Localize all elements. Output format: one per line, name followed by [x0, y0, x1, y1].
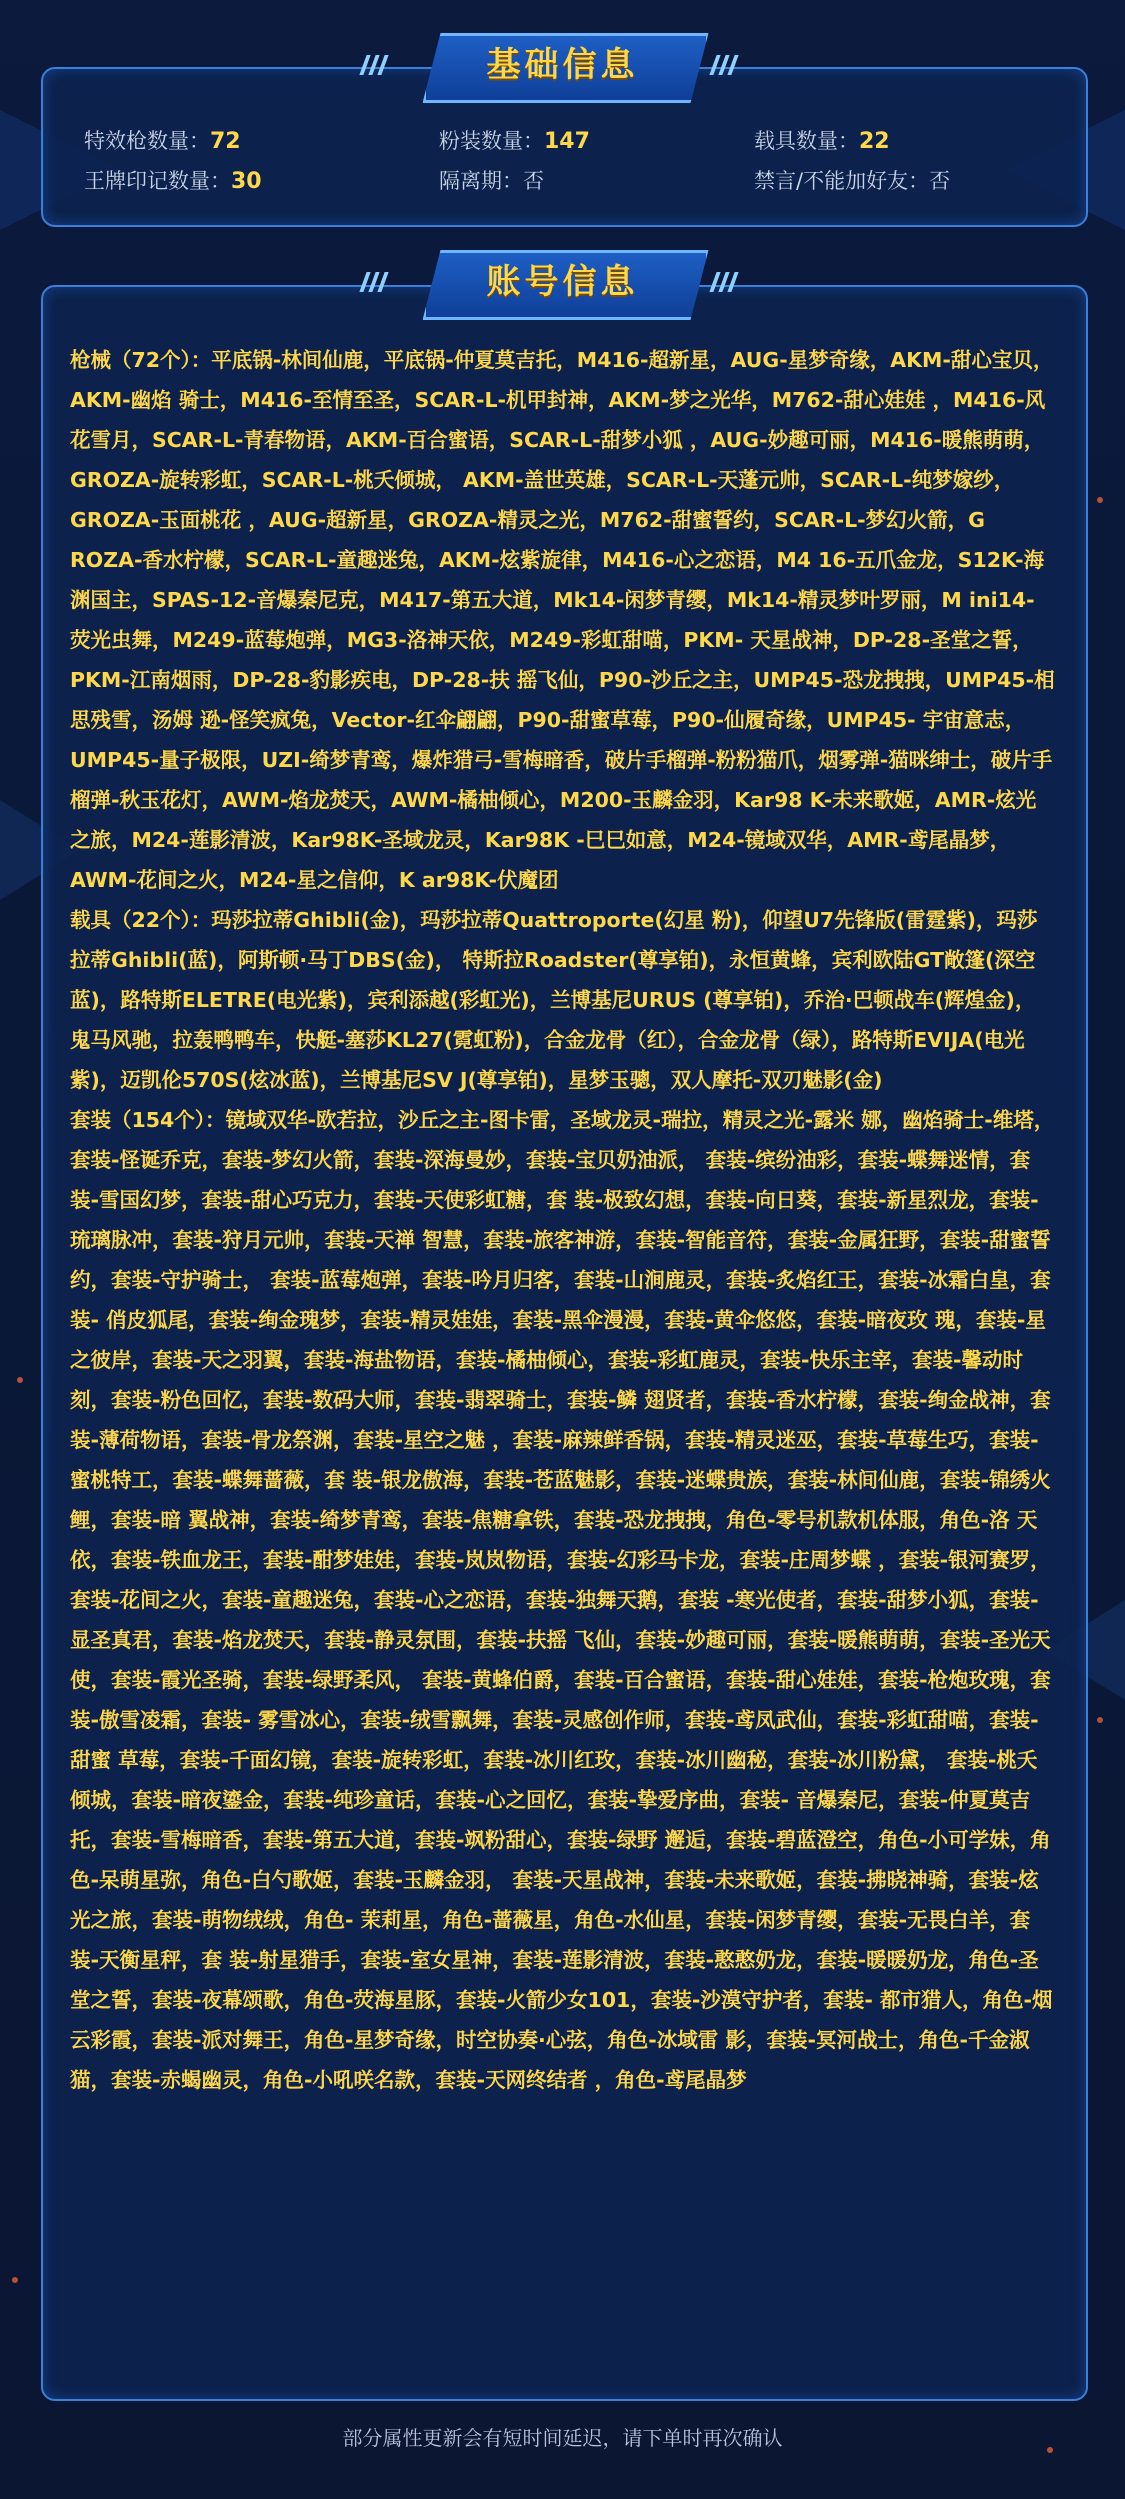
title-left-bars [363, 272, 413, 292]
title-right-bars [713, 272, 763, 292]
stat-muted: 禁言/不能加好友：否 [754, 169, 951, 193]
account-info-title-banner [353, 250, 773, 320]
gun-list: 枪械（72个）：平底锅-林间仙鹿，平底锅-仲夏莫吉托，M416-超新星，AUG-星梦奇缘，AKM-甜心宝贝，AKM-幽焰 骑士，M416-至情至圣，SCAR-L-机甲封神，AKM-梦之光华，M762-甜心娃娃 ，M416-风花雪月，SCAR-L-青春物语，AKM-百合蜜语，SCAR-L-甜梦小狐 ，AUG-妙趣可丽，M416-暖熊萌萌，GROZA-旋转彩虹，SCAR-L-桃夭倾城， AKM-盖世英雄，SCAR-L-天蓬元帅，SCAR-L-纯梦嫁纱，GROZA-玉面桃花 ，AUG-超新星，GROZA-精灵之光，M762-甜蜜誓约，SCAR-L-梦幻火箭，G ROZA-香水柠檬，SCAR-L-童趣迷兔，AKM-炫紫旋律，M416-心之恋语，M4 16-五爪金龙，S12K-海渊国主，SPAS-12-音爆秦尼克，M417-第五大道，Mk14-闲梦青缨，Mk14-精灵梦叶罗丽，M ini14-荧光虫舞，M249-蓝莓炮弹，MG3-洛神天依，M249-彩虹甜喵，PKM- 天星战神，DP-28-圣堂之誓，PKM-江南烟雨，DP-28-豹影疾电，DP-28-扶 摇飞仙，P90-沙丘之主，UMP45-恐龙拽拽，UMP45-相思残雪，汤姆 逊-怪笑疯兔，Vector-红伞翩翩，P90-甜蜜草莓，P90-仙履奇缘，UMP45- 宇宙意志，UMP45-量子极限，UZI-绮梦青鸾，爆炸猎弓-雪梅暗香，破片手榴弹-粉粉猫爪，烟雾弹-猫咪绅士，破片手 榴弹-秋玉花灯，AWM-焰龙焚天，AWM-橘柚倾心，M200-玉麟金羽，Kar98 K-未来歌姬，AMR-炫光之旅，M24-莲影清波，Kar98K-圣域龙灵，Kar98K -巳巳如意，M24-镜域双华，AMR-鸢尾晶梦，AWM-花间之火，M24-星之信仰，K ar98K-伏魔团 [70, 348, 1055, 892]
basic-info-title: 基础信息 [486, 45, 639, 85]
footer-note: 部分属性更新会有短时间延迟，请下单时再次确认 [342, 2426, 783, 2450]
title-right-bars [713, 55, 763, 75]
outfit-list: 套装（154个）：镜域双华-欧若拉，沙丘之主-图卡雷，圣域龙灵-瑞拉，精灵之光-露米 娜，幽焰骑士-维塔，套装-怪诞乔克，套装-梦幻火箭，套装-深海曼妙，套装-宝贝奶油派， 套装-缤纷油彩，套装-蝶舞迷情，套装-雪国幻梦，套装-甜心巧克力，套装-天使彩虹糖，套 装-极致幻想，套装-向日葵，套装-新星烈龙，套装-琉璃脉冲，套装-狩月元帅，套装-天禅 智慧，套装-旅客神游，套装-智能音符，套装-金属狂野，套装-甜蜜誓约，套装-守护骑士， 套装-蓝莓炮弹，套装-吟月归客，套装-山涧鹿灵，套装-炙焰红王，套装-冰霜白皇，套装- 俏皮狐尾，套装-绚金瑰梦，套装-精灵娃娃，套装-黑伞漫漫，套装-黄伞悠悠，套装-暗夜玫 瑰，套装-星之彼岸，套装-天之羽翼，套装-海盐物语，套装-橘柚倾心，套装-彩虹鹿灵，套装-快乐主宰，套装-馨动时刻，套装-粉色回忆，套装-数码大师，套装-翡翠骑士，套装-鳞 翅贤者，套装-香水柠檬，套装-绚金战神，套装-薄荷物语，套装-骨龙祭渊，套装-星空之魅 ，套装-麻辣鲜香锅，套装-精灵迷巫，套装-草莓生巧，套装-蜜桃特工，套装-蝶舞蔷薇，套 装-银龙傲海，套装-苍蓝魅影，套装-迷蝶贵族，套装-林间仙鹿，套装-锦绣火鲤，套装-暗 翼战神，套装-绮梦青鸾，套装-焦糖拿铁，套装-恐龙拽拽，角色-零号机款机体服，角色-洛 天依，套装-铁血龙王，套装-酣梦娃娃，套装-岚岚物语，套装-幻彩马卡龙，套装-庄周梦蝶 ，套装-银河赛罗，套装-花间之火，套装-童趣迷兔，套装-心之恋语，套装-独舞天鹅，套装 -寒光使者，套装-甜梦小狐，套装-显圣真君，套装-焰龙焚天，套装-静灵氛围，套装-扶摇 飞仙，套装-妙趣可丽，套装-暖熊萌萌，套装-圣光天使，套装-霞光圣骑，套装-绿野柔风， 套装-黄蜂伯爵，套装-百合蜜语，套装-甜心娃娃，套装-枪炮玫瑰，套装-傲雪凌霜，套装- 雾雪冰心，套装-绒雪飘舞，套装-灵感创作师，套装-鸢凤武仙，套装-彩虹甜喵，套装-甜蜜 草莓，套装-千面幻镜，套装-旋转彩虹，套装-冰川红玫，套装-冰川幽秘，套装-冰川粉黛， 套装-桃夭倾城，套装-暗夜鎏金，套装-纯珍童话，套装-心之回忆，套装-挚爱序曲，套装- 音爆秦尼，套装-仲夏莫吉托，套装-雪梅暗香，套装-第五大道，套装-飒粉甜心，套装-绿野 邂逅，套装-碧蓝澄空，角色-小可学妹，角色-呆萌星弥，角色-白勺歌姬，套装-玉麟金羽， 套装-天星战神，套装-未来歌姬，套装-拂晓神骑，套装-炫光之旅，套装-萌物绒绒，角色- 茉莉星，角色-蔷薇星，角色-水仙星，套装-闲梦青缨，套装-无畏白羊，套装-天衡星秤，套 装-射星猎手，套装-室女星神，套装-莲影清波，套装-憨憨奶龙，套装-暖暖奶龙，角色-圣 堂之誓，套装-夜幕颂歌，角色-荧海星豚，套装-火箭少女101，套装-沙漠守护者，套装- 都市猎人，角色-烟云彩霞，套装-派对舞王，角色-星梦奇缘，时空协奏·心弦，角色-冰域雷 影，套装-冥河战士，角色-千金淑猫，套装-赤蝎幽灵，角色-小吼咲名款，套装-天网终结者 ，角色-鸢尾晶梦 [70, 1108, 1055, 2092]
stat-effect-guns: 特效枪数量：72 [84, 129, 241, 154]
stat-quarantine: 隔离期：否 [439, 169, 544, 193]
stat-vehicles: 载具数量：22 [754, 129, 890, 154]
basic-info-title-banner [353, 33, 773, 103]
stat-pink-outfits: 粉装数量：147 [439, 129, 590, 154]
vehicle-list: 载具（22个）：玛莎拉蒂Ghibli(金)，玛莎拉蒂Quattroporte(幻星 粉)，仰望U7先锋版(雷霆紫)，玛莎拉蒂Ghibli(蓝)，阿斯顿·马丁DBS(金)， 特斯拉Roadster(尊享铂)，永恒黄蜂，宾利欧陆GT敞篷(深空蓝)，路特斯ELETRE(电光紫)，宾利添越(彩虹光)，兰博基尼URUS (尊享铂)，乔治·巴顿战车(辉煌金)，鬼马风驰，拉轰鸭鸭车，快艇-塞莎KL27(霓虹粉)，合金龙骨（红），合金龙骨（绿），路特斯EVIJA(电光紫)，迈凯伦570S(炫冰蓝)，兰博基尼SV J(尊享铂)，星梦玉骢，双人摩托-双刃魅影(金) [70, 908, 1038, 1092]
stat-ace-marks: 王牌印记数量：30 [84, 169, 262, 194]
account-info-title: 账号信息 [486, 262, 639, 302]
account-content [70, 340, 1055, 2100]
title-left-bars [363, 55, 413, 75]
